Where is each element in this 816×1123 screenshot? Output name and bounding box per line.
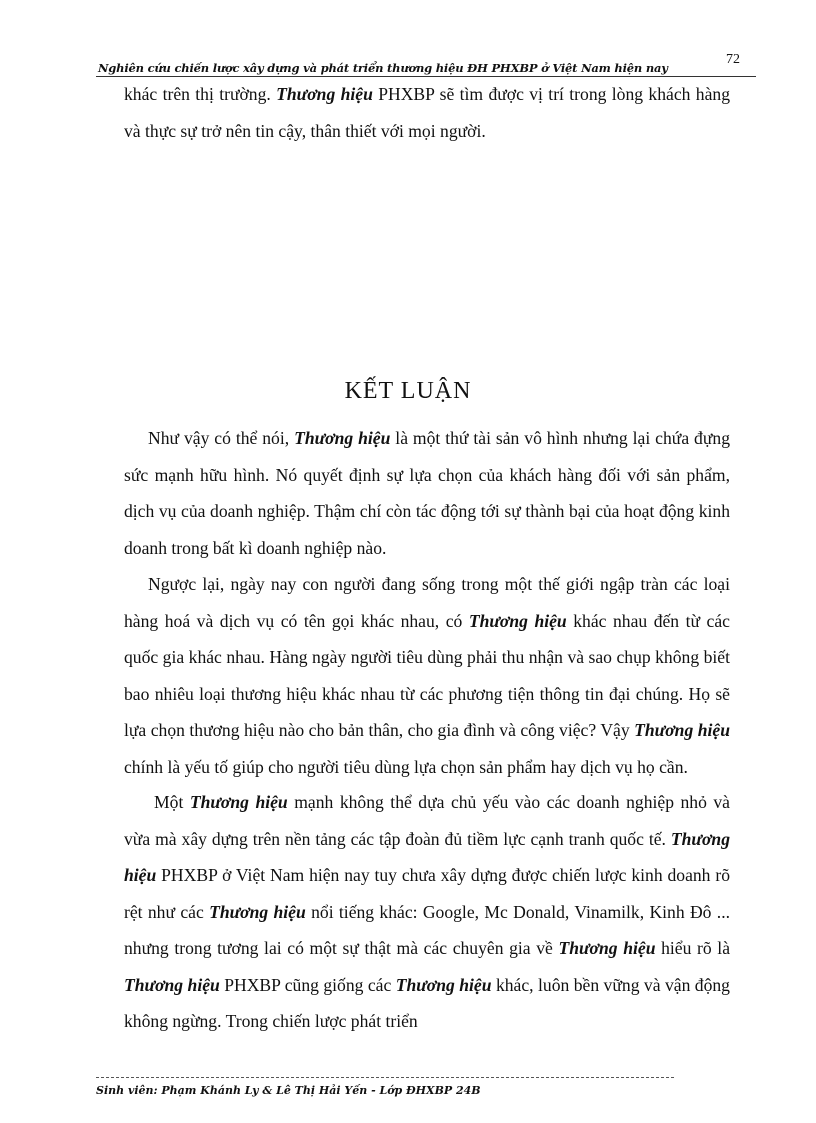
text-run: hiểu rõ là — [655, 938, 731, 958]
brand-term: Thương hiệu — [124, 974, 220, 995]
brand-term: Thương hiệu — [294, 428, 391, 448]
text-run: khác trên thị trường. — [124, 84, 277, 104]
footer-divider — [96, 1077, 674, 1078]
text-run: là một thứ tài sản vô hình nhưng lại chứa đựng sức mạnh hữu hình. Nó quyết định sự lựa chọn của khách hàng đối với sản phẩm, dịch vụ của doanh nghiệp. Thậm chí còn tác động tới sự thành bại của hoạt động kinh doanh trong bất kì doanh nghiệp nào. — [124, 428, 730, 558]
page-number: 72 — [726, 52, 740, 67]
text-run: nổi tiếng khác: Google, Mc Donald, Vinamilk, Kinh Đô ... nhưng trong tương lai có một sự thật mà các chuyên gia về — [124, 901, 730, 958]
paragraph-conclusion-1 — [124, 420, 730, 566]
paragraph-conclusion-3 — [124, 784, 730, 1040]
footer-author-line: Sinh viên: Phạm Khánh Ly & Lê Thị Hải Yến - Lớp ĐHXBP 24B — [96, 1084, 481, 1097]
text-run: PHXBP cũng giống các — [219, 974, 396, 995]
brand-term: Thương hiệu — [276, 84, 373, 104]
text-run: khác nhau đến từ các quốc gia khác nhau. Hàng ngày người tiêu dùng phải thu nhận và sao chụp không biết bao nhiêu loại thương hiệu khác nhau từ các phương tiện thông tin đại chúng. Họ sẽ lựa chọn thương hiệu nào cho bản thân, cho gia đình và công việc? Vậy — [124, 610, 730, 740]
running-header-title: Nghiên cứu chiến lược xây dựng và phát triển thương hiệu ĐH PHXBP ở Việt Nam hiện nay — [98, 61, 668, 75]
section-title: KẾT LUẬN — [344, 378, 472, 404]
text-run: PHXBP sẽ tìm được vị trí trong lòng khách hàng và thực sự trở nên tin cậy, thân thiết với mọi người. — [124, 84, 730, 141]
text-run: chính là yếu tố giúp cho người tiêu dùng lựa chọn sản phẩm hay dịch vụ họ cần. — [124, 756, 688, 777]
brand-term: Thương hiệu — [558, 938, 656, 958]
text-run: khác, luôn bền vững và vận động không ngừng. Trong chiến lược phát triển — [124, 974, 730, 1031]
text-run: Một — [154, 792, 190, 812]
brand-term: Thương hiệu — [468, 610, 567, 631]
text-run: Ngược lại, ngày nay con người đang sống trong một thế giới ngập tràn các loại hàng hoá và dịch vụ có tên gọi khác nhau, có — [124, 574, 730, 631]
text-run: PHXBP ở Việt Nam hiện nay tuy chưa xây dựng được chiến lược kinh doanh rõ rệt như các — [124, 865, 730, 922]
paragraph-intro — [124, 76, 730, 149]
brand-term: Thương hiệu — [209, 901, 306, 922]
paragraph-conclusion-2 — [124, 566, 730, 785]
brand-term: Thương hiệu — [395, 974, 492, 995]
text-run: mạnh không thể dựa chủ yếu vào các doanh nghiệp nhỏ và vừa mà xây dựng trên nền tảng các tập đoàn đủ tiềm lực cạnh tranh quốc tế. — [124, 792, 730, 849]
brand-term: Thương hiệu — [634, 720, 730, 740]
running-header — [96, 58, 756, 77]
brand-term: Thương hiệu — [189, 792, 288, 812]
brand-term: Thương hiệu — [124, 828, 730, 885]
text-run: Như vậy có thể nói, — [148, 428, 295, 448]
